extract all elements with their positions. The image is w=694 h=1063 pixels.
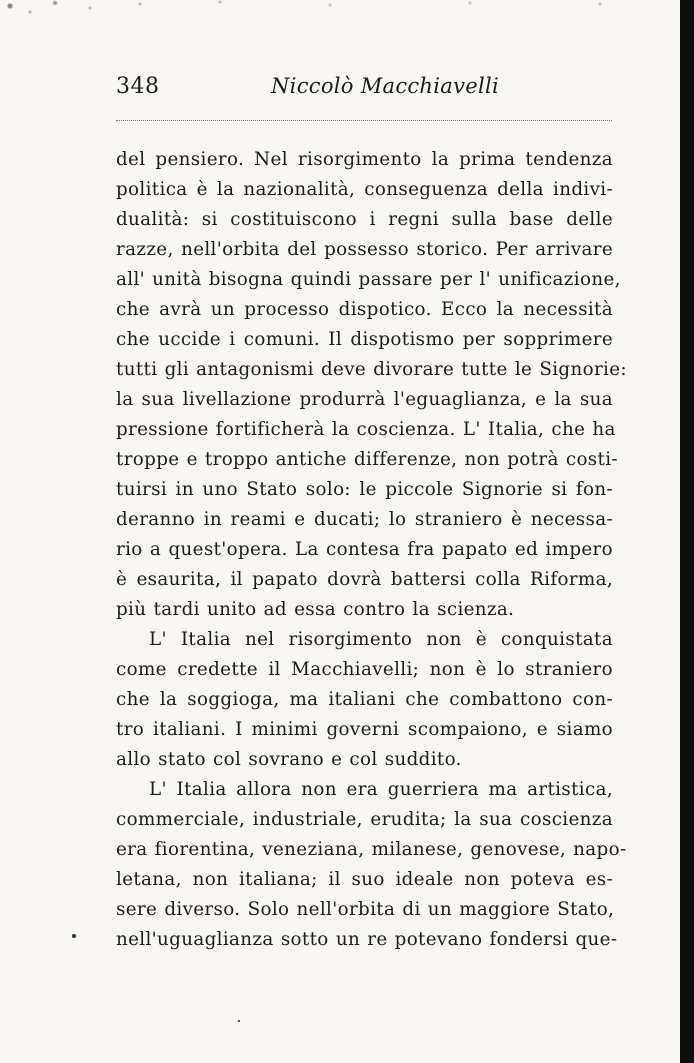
text-line: pressione fortificherà la coscienza. L' Italia, che ha [116,419,616,440]
text-line: che uccide i comuni. Il dispotismo per sopprimere [116,329,613,350]
text-line: razze, nell'orbita del possesso storico. Per arrivare [116,239,613,260]
text-line: tutti gli antagonismi deve divorare tutte le Signorie: [116,359,627,380]
text-line: L' Italia nel risorgimento non è conquistata [149,629,613,650]
page-number: 348 [116,74,160,99]
text-line: come credette il Macchiavelli; non è lo straniero [116,659,613,680]
text-line: deranno in reami e ducati; lo straniero è necessa- [116,509,613,530]
text-line: rio a quest'opera. La contesa fra papato ed impero [116,539,613,560]
scan-speck [238,1020,240,1022]
scan-noise [0,0,694,40]
text-line: L' Italia allora non era guerriera ma artistica, [149,779,613,800]
text-line: la sua livellazione produrrà l'eguaglianza, e la sua [116,389,613,410]
text-line: allo stato col sovrano e col suddito. [116,749,462,770]
text-line: del pensiero. Nel risorgimento la prima tendenza [116,149,613,170]
text-line: è esaurita, il papato dovrà battersi colla Riforma, [116,569,613,590]
text-line: tro italiani. I minimi governi scompaiono, e siamo [116,719,613,740]
text-line: dualità: si costituiscono i regni sulla base delle [116,209,613,230]
text-line: troppe e troppo antiche differenze, non potrà costi- [116,449,618,470]
text-line: sere diverso. Solo nell'orbita di un maggiore Stato, [116,899,615,920]
text-line: commerciale, industriale, erudita; la sua coscienza [116,809,613,830]
text-line: nell'uguaglianza sotto un re potevano fondersi que- [116,929,618,950]
running-title: Niccolò Macchiavelli [271,74,500,98]
page-header [116,70,613,110]
text-line: che avrà un processo dispotico. Ecco la necessità [116,299,613,320]
text-line: più tardi unito ad essa contro la scienza. [116,599,515,620]
text-line: all' unità bisogna quindi passare per l' unificazione, [116,269,621,290]
body-text [116,145,627,955]
text-line: tuirsi in uno Stato solo: le piccole Signorie si fon- [116,479,613,500]
text-line: letana, non italiana; il suo ideale non poteva es- [116,869,613,890]
text-line: politica è la nazionalità, conseguenza della indivi- [116,179,613,200]
scan-dark-edge [680,0,694,1063]
text-line: era fiorentina, veneziana, milanese, genovese, napo- [116,839,627,860]
header-rule [116,120,612,121]
text-line: che la soggioga, ma italiani che combattono con- [116,689,613,710]
margin-mark [72,934,76,938]
